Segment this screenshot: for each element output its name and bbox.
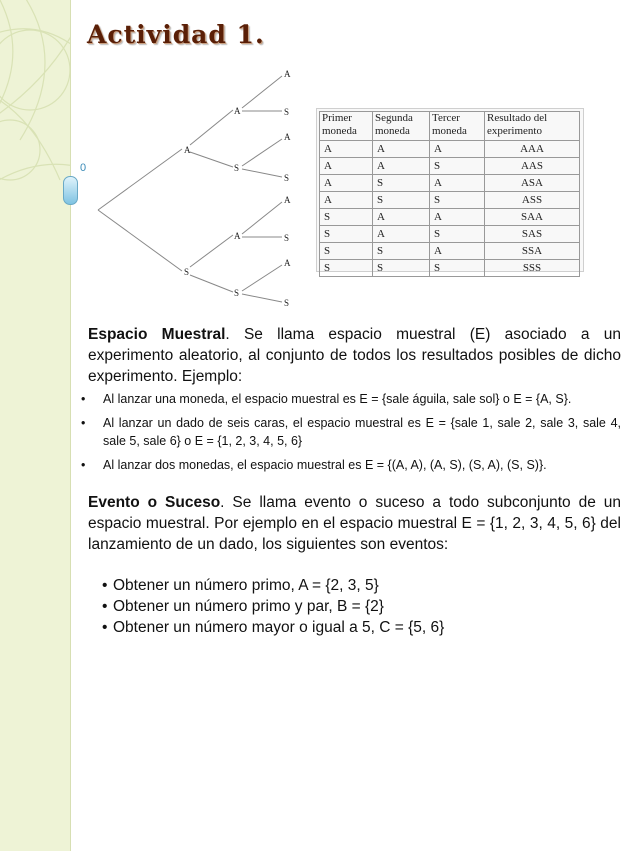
table-cell: S [430, 158, 485, 175]
table-row [320, 141, 580, 158]
tree-node: A [184, 145, 191, 155]
page-title: Actividad 1. [87, 20, 265, 49]
section-sample-space [81, 324, 621, 474]
sidebar-pattern [0, 0, 70, 851]
table-cell: S [320, 209, 373, 226]
list-item-text: Obtener un número mayor o igual a 5, C = {5, 6} [113, 619, 445, 636]
table-row [320, 175, 580, 192]
tree-leaf: A [284, 132, 291, 142]
table-row [320, 226, 580, 243]
tree-node: A [234, 106, 241, 116]
event-paragraph [88, 492, 621, 555]
main-content [81, 324, 621, 638]
bullet-glyph: • [81, 458, 86, 472]
tree-leaf: S [284, 107, 290, 117]
list-item [102, 575, 621, 596]
list-item [102, 617, 621, 638]
table-cell-result: ASA [485, 175, 580, 192]
list-item-text: Al lanzar dos monedas, el espacio muestral es E = {(A, A), (A, S), (S, A), (S, S)}. [103, 458, 547, 472]
table-cell: S [373, 260, 430, 277]
outcome-table-panel [316, 108, 584, 272]
table-row [320, 192, 580, 209]
table-cell: S [373, 192, 430, 209]
side-dot-label: 0 [80, 162, 87, 174]
bullet-glyph: • [102, 619, 108, 636]
sample-space-definition: . Se llama espacio muestral (E) asociado a un experimento aleatorio, al conjunto de todos los resultados posibles de dicho experimento. Ejemplo: [88, 326, 621, 385]
list-item [81, 456, 621, 474]
table-cell: A [320, 158, 373, 175]
event-term: Evento o Suceso [88, 494, 221, 511]
slide-marker-handle [63, 176, 78, 205]
table-header-cell: Tercer moneda [430, 112, 485, 141]
tree-leaf: A [284, 258, 291, 268]
table-cell: A [320, 141, 373, 158]
tree-leaf: A [284, 69, 291, 79]
list-item [81, 390, 621, 408]
table-cell: S [373, 243, 430, 260]
tree-branches [98, 76, 282, 302]
table-cell: A [373, 141, 430, 158]
table-header-cell: Primer moneda [320, 112, 373, 141]
sample-space-paragraph [88, 324, 621, 387]
list-item-text: Al lanzar un dado de seis caras, el espacio muestral es E = {sale 1, sale 2, sale 3, sale 4, sale 5, sale 6} o E = {1, 2, 3, 4, 5, 6} [103, 416, 621, 448]
event-definition: . Se llama evento o suceso a todo subconjunto de un espacio muestral. Por ejemplo en el espacio muestral E = {1, 2, 3, 4, 5, 6} del lanzamiento de un dado, los siguientes son eventos: [88, 494, 621, 553]
table-cell: S [430, 226, 485, 243]
table-cell: S [430, 192, 485, 209]
list-item-text: Al lanzar una moneda, el espacio muestral es E = {sale águila, sale sol} o E = {A, S}. [103, 392, 572, 406]
bullet-glyph: • [81, 392, 86, 406]
table-row [320, 260, 580, 277]
tree-node: S [234, 288, 240, 298]
table-cell: A [373, 226, 430, 243]
table-cell: A [373, 209, 430, 226]
sample-space-term: Espacio Muestral [88, 326, 226, 343]
outcome-table [319, 111, 580, 277]
tree-node: S [184, 267, 190, 277]
table-header-row [320, 112, 580, 141]
table-cell: A [320, 175, 373, 192]
tree-node: A [234, 231, 241, 241]
table-cell-result: SAA [485, 209, 580, 226]
probability-tree-diagram [90, 62, 310, 307]
tree-node: S [234, 163, 240, 173]
bullet-glyph: • [102, 577, 108, 594]
section-event [88, 492, 621, 638]
table-row [320, 243, 580, 260]
list-item [102, 596, 621, 617]
table-cell-result: SAS [485, 226, 580, 243]
table-cell: A [430, 209, 485, 226]
list-item-text: Obtener un número primo, A = {2, 3, 5} [113, 577, 379, 594]
tree-leaf: S [284, 233, 290, 243]
table-cell: S [430, 260, 485, 277]
table-cell-result: ASS [485, 192, 580, 209]
bullet-glyph: • [81, 416, 86, 430]
event-examples [102, 575, 621, 638]
decorative-sidebar [0, 0, 71, 851]
table-cell: A [430, 243, 485, 260]
table-cell: A [430, 175, 485, 192]
list-item-text: Obtener un número primo y par, B = {2} [113, 598, 384, 615]
table-header-cell: Resultado del experimento [485, 112, 580, 141]
table-row [320, 158, 580, 175]
list-item [81, 414, 621, 450]
table-cell: S [320, 260, 373, 277]
table-cell-result: AAS [485, 158, 580, 175]
table-cell-result: AAA [485, 141, 580, 158]
table-row [320, 209, 580, 226]
bullet-glyph: • [102, 598, 108, 615]
table-cell-result: SSA [485, 243, 580, 260]
table-cell: S [320, 243, 373, 260]
table-header-cell: Segunda moneda [373, 112, 430, 141]
table-cell: A [430, 141, 485, 158]
table-cell: S [373, 175, 430, 192]
table-cell: A [373, 158, 430, 175]
table-cell: A [320, 192, 373, 209]
tree-leaf: A [284, 195, 291, 205]
table-cell-result: SSS [485, 260, 580, 277]
sample-space-examples [81, 390, 621, 474]
tree-leaf: S [284, 298, 290, 307]
tree-leaf: S [284, 173, 290, 183]
table-cell: S [320, 226, 373, 243]
